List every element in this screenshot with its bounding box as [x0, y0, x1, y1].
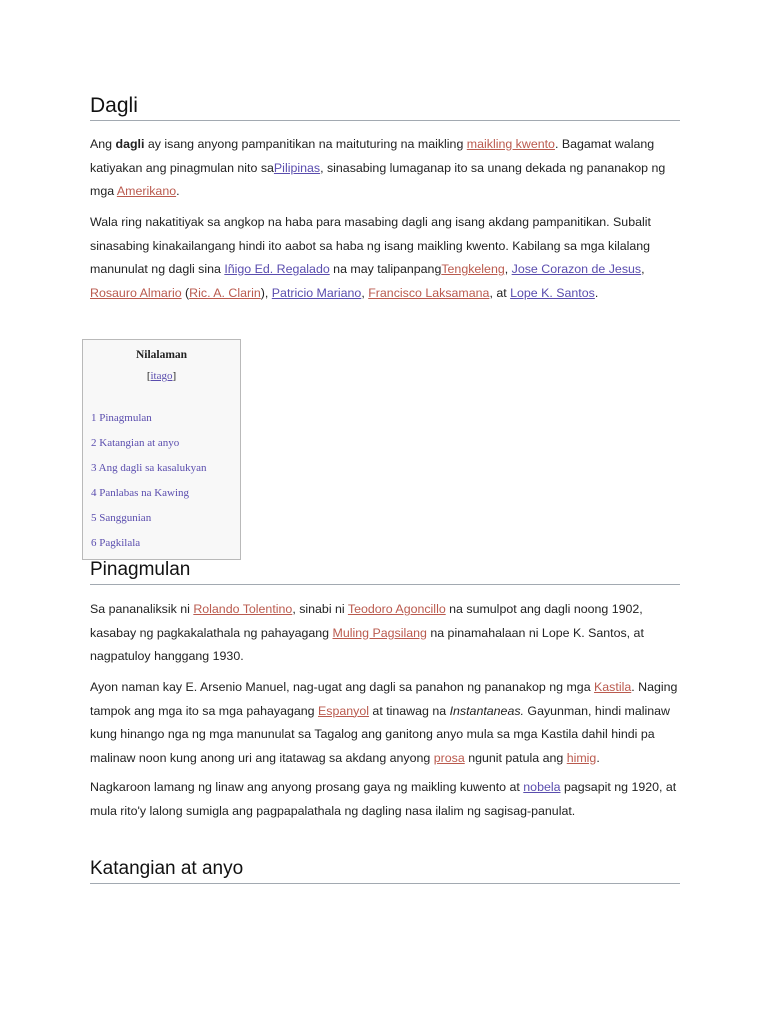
link-prosa[interactable]: prosa	[433, 750, 465, 765]
link-muling-pagsilang[interactable]: Muling Pagsilang	[332, 625, 427, 640]
toc-item-katangian[interactable]: 2 Katangian at anyo	[91, 437, 180, 449]
link-ric-clarin[interactable]: Ric. A. Clarin	[189, 285, 261, 300]
link-kastila[interactable]: Kastila	[594, 680, 632, 694]
toc-item-pinagmulan[interactable]: 1 Pinagmulan	[91, 412, 152, 424]
toc-item-pagkilala[interactable]: 6 Pagkilala	[91, 537, 141, 549]
link-jose-corazon-de-jesus[interactable]: Jose Corazon de Jesus	[511, 262, 642, 276]
link-himig[interactable]: himig	[566, 750, 597, 765]
pinagmulan-paragraph-2: Ayon naman kay E. Arsenio Manuel, nag-ugat ang dagli sa panahon ng pananakop ng mga Kastila. Naging tampok ang mga ito sa mga pahayagang Espanyol at tinawag na Instantaneas. Gayunman, hindi malinaw kung hinango nga ng mga manunulat sa Tagalog ang ganitong anyo mula sa mga Kastila dahil hindi pa malinaw noon kung anong uri ang itatawag sa akdang anyong prosa ngunit patula ang himig.	[90, 680, 678, 765]
toc-hide-link[interactable]: itago	[150, 370, 173, 382]
section-heading-katangian: Katangian at anyo	[90, 855, 680, 884]
bold-term: dagli	[115, 137, 145, 151]
italic-term: Instantaneas.	[449, 703, 524, 718]
link-maikling-kwento[interactable]: maikling kwento	[466, 137, 555, 151]
toc-toggle: [itago]	[146, 370, 177, 382]
toc-item-kasalukuyan[interactable]: 3 Ang dagli sa kasalukyan	[91, 462, 207, 474]
pinagmulan-paragraph-1: Sa pananaliksik ni Rolando Tolentino, sinabi ni Teodoro Agoncillo na sumulpot ang dagli noong 1902, kasabay ng pagkakalathala ng pahayagang Muling Pagsilang na pinamahalaan ni Lope K. Santos, at nagpatuloy hanggang 1930.	[90, 602, 644, 663]
toc-item-panlabas[interactable]: 4 Panlabas na Kawing	[91, 487, 190, 499]
link-nobela[interactable]: nobela	[523, 780, 561, 794]
toc-item-sanggunian[interactable]: 5 Sanggunian	[91, 512, 152, 524]
section-heading-pinagmulan: Pinagmulan	[90, 556, 680, 585]
page-title: Dagli	[90, 92, 680, 121]
intro-paragraph-2: Wala ring nakatitiyak sa angkop na haba para masabing dagli ang isang akdang pampanitikan. Subalit sinasabing kinakailangang hindi ito aabot sa haba ng isang maikling kwento. Kabilang sa mga kilalang manunulat ng dagli sina Iñigo Ed. Regalado na may talipanpangTengkeleng, Jose Corazon de Jesus, Rosauro Almario (Ric. A. Clarin), Patricio Mariano, Francisco Laksamana, at Lope K. Santos.	[90, 215, 651, 300]
link-rosauro-almario[interactable]: Rosauro Almario	[90, 285, 182, 300]
table-of-contents	[82, 339, 241, 560]
link-francisco-laksamana[interactable]: Francisco Laksamana	[368, 285, 490, 300]
link-inigo-regalado[interactable]: Iñigo Ed. Regalado	[224, 262, 330, 276]
link-pilipinas[interactable]: Pilipinas	[273, 160, 321, 175]
link-espanyol[interactable]: Espanyol	[318, 703, 369, 718]
link-lope-santos[interactable]: Lope K. Santos	[510, 285, 595, 300]
toc-list	[91, 412, 206, 562]
intro-paragraph-1: Ang dagli ay isang anyong pampanitikan na maituturing na maikling maikling kwento. Bagamat walang katiyakan ang pinagmulan nito saPilipinas, sinasabing lumaganap ito sa unang dekada ng pananakop ng mga Amerikano.	[90, 137, 666, 198]
link-amerikano[interactable]: Amerikano	[116, 184, 177, 198]
link-teodoro-agoncillo[interactable]: Teodoro Agoncillo	[347, 602, 446, 616]
link-tengkeleng[interactable]: Tengkeleng	[441, 262, 505, 276]
link-patricio-mariano[interactable]: Patricio Mariano	[271, 285, 362, 300]
toc-title: Nilalaman	[135, 349, 188, 361]
link-rolando-tolentino[interactable]: Rolando Tolentino	[193, 602, 293, 616]
pinagmulan-paragraph-3: Nagkaroon lamang ng linaw ang anyong prosang gaya ng maikling kuwento at nobela pagsapit ng 1920, at mula rito'y lalong sumigla ang pagpapalathala ng dagling nasa ilalim ng sagisag-panulat.	[90, 780, 677, 818]
